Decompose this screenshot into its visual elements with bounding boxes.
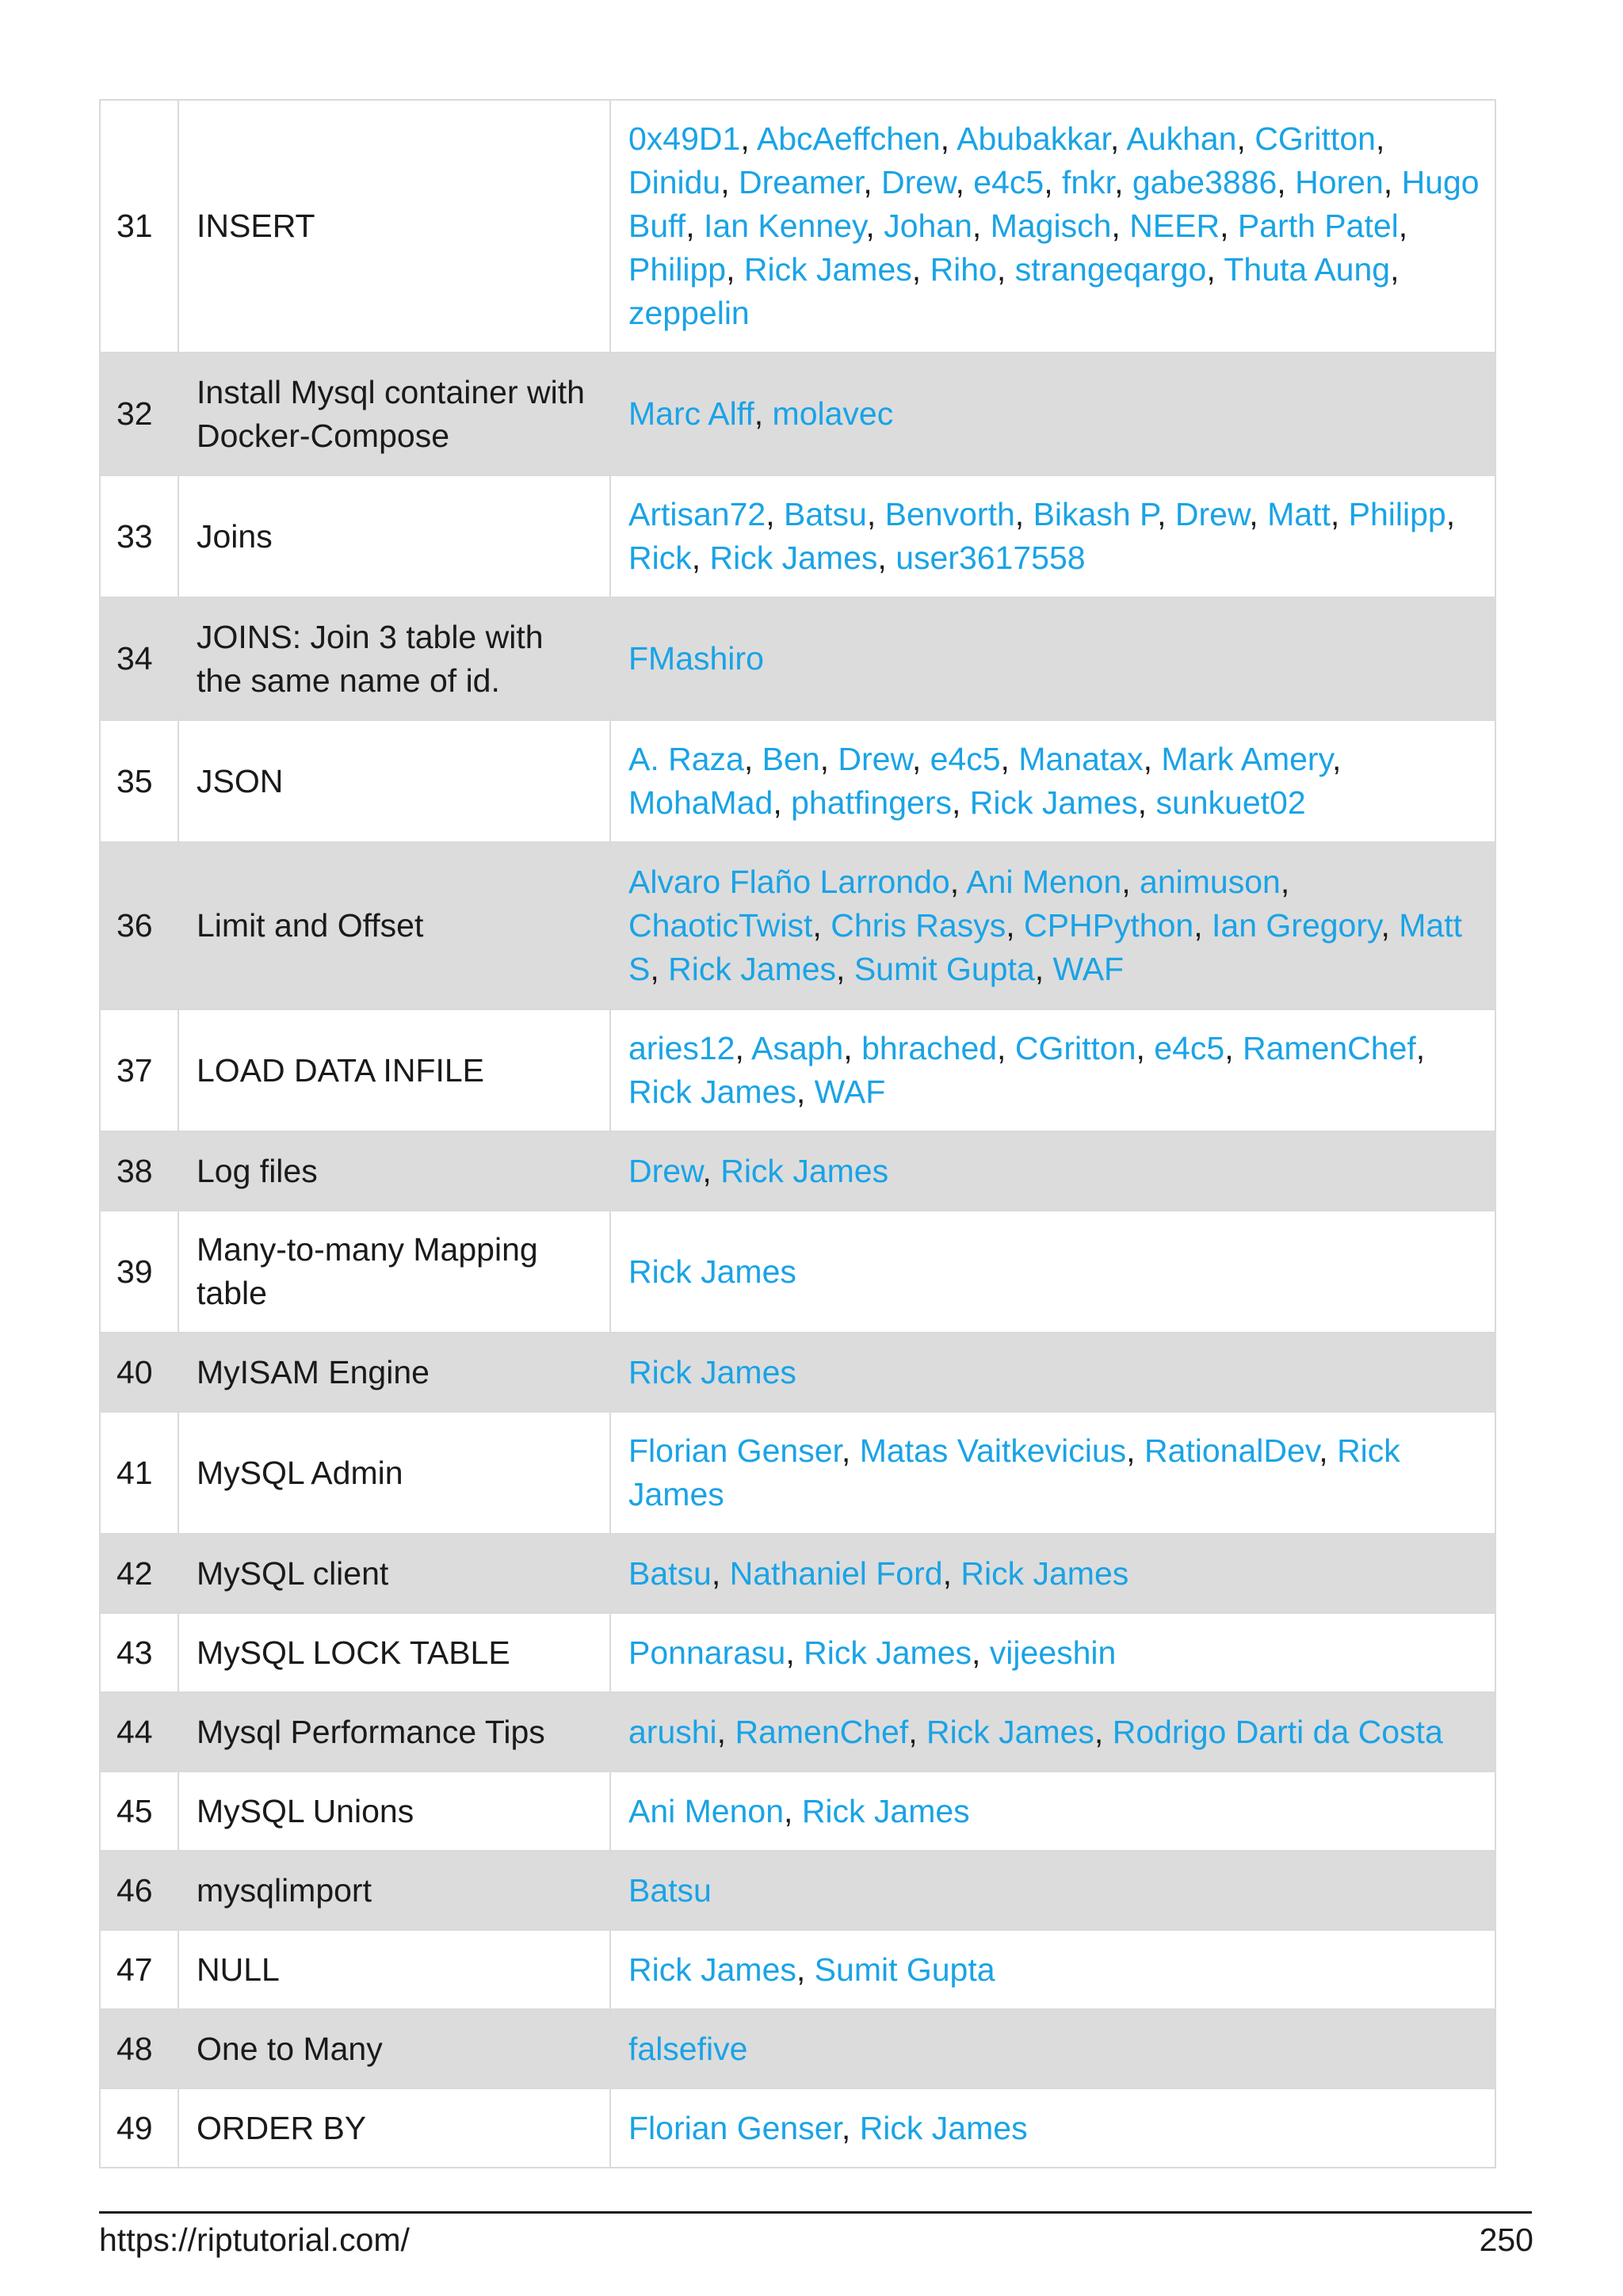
- contributor-link[interactable]: Rick James: [926, 1713, 1094, 1750]
- row-topic: One to Many: [178, 2009, 610, 2088]
- contributor-separator: ,: [1383, 164, 1402, 200]
- table-row: [100, 1412, 1495, 1534]
- contributor-link[interactable]: Matas Vaitkevicius: [859, 1432, 1127, 1469]
- contributor-link[interactable]: Hugo Buff: [628, 164, 1480, 244]
- contributor-separator: ,: [1381, 907, 1400, 944]
- contributor-separator: ,: [685, 208, 704, 244]
- contributor-link[interactable]: Rodrigo Darti da Costa: [1112, 1713, 1443, 1750]
- row-topic: Install Mysql container with Docker-Compose: [178, 353, 610, 475]
- contributor-separator: ,: [1220, 208, 1238, 244]
- contributor-link[interactable]: Rick: [628, 540, 692, 576]
- row-topic: JOINS: Join 3 table with the same name of id.: [178, 597, 610, 720]
- contributor-link[interactable]: Rick James: [709, 540, 878, 576]
- contributor-link[interactable]: Aukhan: [1126, 120, 1237, 157]
- contributor-link[interactable]: Florian Genser: [628, 2109, 842, 2146]
- contributor-separator: ,: [1319, 1432, 1338, 1469]
- contributor-separator: ,: [1280, 864, 1290, 900]
- contributor-separator: ,: [1114, 164, 1132, 200]
- row-number: 33: [100, 475, 178, 597]
- contributor-link[interactable]: WAF: [814, 1074, 886, 1110]
- row-contributors: [610, 1009, 1495, 1131]
- row-number: 37: [100, 1009, 178, 1131]
- contributor-link[interactable]: Rick James: [720, 1152, 889, 1189]
- contributor-link[interactable]: Johan: [884, 208, 972, 244]
- contributor-separator: ,: [754, 395, 773, 432]
- contributors-table-body: [100, 100, 1495, 2168]
- table-row: [100, 353, 1495, 475]
- contributor-link[interactable]: Dreamer: [739, 164, 864, 200]
- contributor-link[interactable]: aries12: [628, 1030, 735, 1066]
- contributor-link[interactable]: 0x49D1: [628, 120, 741, 157]
- contributor-separator: ,: [863, 164, 882, 200]
- contributor-link[interactable]: Chris Rasys: [831, 907, 1006, 944]
- contributor-separator: ,: [819, 741, 838, 777]
- table-row: [100, 100, 1495, 353]
- contributor-separator: ,: [773, 784, 792, 821]
- contributor-separator: ,: [702, 1152, 721, 1189]
- contributor-link[interactable]: Parth Patel: [1237, 208, 1399, 244]
- contributor-link[interactable]: Rick James: [628, 1353, 796, 1390]
- contributor-separator: ,: [1398, 208, 1408, 244]
- contributor-separator: ,: [1126, 1432, 1144, 1469]
- row-contributors: [610, 842, 1495, 1009]
- contributor-link[interactable]: Sumit Gupta: [854, 951, 1035, 987]
- row-number: 34: [100, 597, 178, 720]
- contributor-separator: ,: [784, 1792, 802, 1829]
- contributor-link[interactable]: Ian Kenney: [704, 208, 866, 244]
- contributor-link[interactable]: NEER: [1129, 208, 1220, 244]
- row-contributors: [610, 1692, 1495, 1772]
- row-topic: ORDER BY: [178, 2088, 610, 2168]
- row-topic: INSERT: [178, 100, 610, 353]
- row-contributors: [610, 2009, 1495, 2088]
- contributor-link[interactable]: Artisan72: [628, 496, 766, 532]
- contributor-separator: ,: [1109, 120, 1127, 157]
- row-number: 36: [100, 842, 178, 1009]
- contributor-separator: ,: [972, 1634, 990, 1671]
- row-number: 46: [100, 1851, 178, 1930]
- contributor-separator: ,: [1111, 208, 1130, 244]
- footer-page-number: 250: [1479, 2222, 1533, 2258]
- table-row: [100, 2088, 1495, 2168]
- contributor-link[interactable]: Rick James: [628, 1074, 796, 1110]
- contributor-separator: ,: [1224, 1030, 1243, 1066]
- table-row: [100, 1333, 1495, 1412]
- contributor-link[interactable]: falsefive: [628, 2030, 748, 2067]
- contributor-link[interactable]: RamenChef: [735, 1713, 909, 1750]
- row-topic: Limit and Offset: [178, 842, 610, 1009]
- contributor-link[interactable]: Batsu: [784, 496, 867, 532]
- table-row: [100, 1534, 1495, 1613]
- contributor-separator: ,: [1094, 1713, 1113, 1750]
- contributor-separator: ,: [1034, 951, 1053, 987]
- contributor-separator: ,: [908, 1713, 927, 1750]
- contributor-link[interactable]: Ponnarasu: [628, 1634, 786, 1671]
- contributor-link[interactable]: user3617558: [896, 540, 1086, 576]
- row-contributors: [610, 1412, 1495, 1534]
- contributor-link[interactable]: Rick James: [668, 951, 837, 987]
- table-row: [100, 1851, 1495, 1930]
- contributor-link[interactable]: vijeeshin: [989, 1634, 1117, 1671]
- contributor-link[interactable]: Magisch: [990, 208, 1112, 244]
- row-topic: Many-to-many Mapping table: [178, 1211, 610, 1333]
- contributor-link[interactable]: Riho: [930, 251, 997, 288]
- contributor-link[interactable]: Manatax: [1018, 741, 1144, 777]
- row-topic: MySQL LOCK TABLE: [178, 1613, 610, 1692]
- row-topic: JSON: [178, 720, 610, 842]
- row-topic: mysqlimport: [178, 1851, 610, 1930]
- row-number: 35: [100, 720, 178, 842]
- contributor-link[interactable]: Nathaniel Ford: [729, 1554, 943, 1592]
- contributor-link[interactable]: Marc Alff: [628, 395, 754, 432]
- contributor-link[interactable]: ChaoticTwist: [628, 907, 813, 944]
- contributor-separator: ,: [951, 784, 970, 821]
- row-topic: MySQL Admin: [178, 1412, 610, 1534]
- table-row: [100, 1211, 1495, 1333]
- contributor-link[interactable]: Rick James: [628, 1951, 796, 1988]
- contributor-link[interactable]: Rick James: [801, 1792, 970, 1829]
- contributor-separator: ,: [911, 251, 930, 288]
- row-topic: MyISAM Engine: [178, 1333, 610, 1412]
- contributor-link[interactable]: Matt: [1267, 496, 1331, 532]
- row-contributors: [610, 597, 1495, 720]
- contributor-link[interactable]: Drew: [881, 164, 956, 200]
- contributor-link[interactable]: e4c5: [930, 741, 1001, 777]
- contributor-link[interactable]: Mark Amery: [1161, 741, 1333, 777]
- contributor-separator: ,: [796, 1074, 815, 1110]
- contributor-separator: ,: [836, 951, 854, 987]
- contributor-separator: ,: [766, 496, 785, 532]
- contributor-link[interactable]: Horen: [1295, 164, 1384, 200]
- contributor-separator: ,: [942, 1554, 961, 1592]
- row-contributors: [610, 475, 1495, 597]
- footer-rule: [99, 2211, 1532, 2214]
- contributor-separator: ,: [865, 208, 884, 244]
- contributor-link[interactable]: AbcAeffchen: [756, 120, 941, 157]
- table-row: [100, 1009, 1495, 1131]
- contributor-link[interactable]: Ani Menon: [628, 1792, 785, 1829]
- contributor-link[interactable]: CPHPython: [1024, 907, 1194, 944]
- table-row: [100, 1692, 1495, 1772]
- contributor-link[interactable]: Alvaro Flaño Larrondo: [628, 864, 950, 900]
- contributor-separator: ,: [1375, 120, 1385, 157]
- row-number: 49: [100, 2088, 178, 2168]
- table-row: [100, 1930, 1495, 2009]
- table-row: [100, 475, 1495, 597]
- contributor-separator: ,: [740, 120, 757, 157]
- table-row: [100, 1613, 1495, 1692]
- row-number: 48: [100, 2009, 178, 2088]
- contributor-link[interactable]: Rick James: [628, 1253, 796, 1290]
- row-contributors: [610, 1772, 1495, 1851]
- contributor-separator: ,: [841, 2109, 860, 2146]
- contributor-link[interactable]: sunkuet02: [1155, 784, 1306, 821]
- contributor-link[interactable]: CGritton: [1014, 1030, 1136, 1066]
- table-row: [100, 597, 1495, 720]
- contributor-link[interactable]: Drew: [838, 741, 912, 777]
- contributor-link[interactable]: WAF: [1052, 951, 1125, 987]
- contributor-separator: ,: [1332, 741, 1342, 777]
- row-contributors: [610, 1211, 1495, 1333]
- contributor-link[interactable]: phatfingers: [791, 784, 952, 821]
- row-topic: NULL: [178, 1930, 610, 2009]
- contributor-separator: ,: [1014, 496, 1033, 532]
- contributor-link[interactable]: Florian Genser: [628, 1432, 842, 1469]
- footer-url-link[interactable]: https://riptutorial.com/: [99, 2222, 410, 2258]
- contributor-separator: ,: [796, 1951, 815, 1988]
- contributor-separator: ,: [949, 864, 967, 900]
- contributor-link[interactable]: A. Raza: [628, 741, 744, 777]
- contributor-link[interactable]: Drew: [628, 1152, 703, 1189]
- row-contributors: [610, 1333, 1495, 1412]
- contributor-separator: ,: [1193, 907, 1212, 944]
- contributor-link[interactable]: Matt S: [628, 907, 1463, 987]
- contributor-link[interactable]: RamenChef: [1243, 1030, 1416, 1066]
- contributor-separator: ,: [841, 1432, 860, 1469]
- contributor-link[interactable]: Abubakkar: [957, 120, 1110, 157]
- contributor-separator: ,: [866, 496, 885, 532]
- contributor-link[interactable]: gabe3886: [1132, 164, 1277, 200]
- row-number: 42: [100, 1534, 178, 1613]
- contributor-separator: ,: [735, 1030, 752, 1066]
- contributor-separator: ,: [650, 951, 669, 987]
- contributor-link[interactable]: Rick James: [969, 784, 1138, 821]
- row-contributors: [610, 1613, 1495, 1692]
- contributor-link[interactable]: RationalDev: [1144, 1432, 1319, 1469]
- row-contributors: [610, 2088, 1495, 2168]
- row-contributors: [610, 720, 1495, 842]
- contributor-separator: ,: [955, 164, 974, 200]
- row-topic: MySQL client: [178, 1534, 610, 1613]
- contributor-separator: ,: [997, 1030, 1015, 1066]
- contributor-separator: ,: [1277, 164, 1296, 200]
- contributor-link[interactable]: Ani Menon: [966, 864, 1122, 900]
- table-row: [100, 1131, 1495, 1211]
- contributor-link[interactable]: Ian Gregory: [1212, 907, 1381, 944]
- contributor-link[interactable]: Ben: [762, 741, 820, 777]
- contributor-separator: ,: [812, 907, 831, 944]
- contributor-link[interactable]: Drew: [1174, 496, 1250, 532]
- contributor-link[interactable]: Rick James: [743, 251, 912, 288]
- contributor-separator: ,: [1390, 251, 1400, 288]
- row-topic: Joins: [178, 475, 610, 597]
- row-number: 32: [100, 353, 178, 475]
- row-contributors: [610, 1131, 1495, 1211]
- contributor-separator: ,: [711, 1554, 730, 1592]
- contributor-separator: ,: [1006, 907, 1024, 944]
- contributor-separator: ,: [940, 120, 957, 157]
- row-topic: LOAD DATA INFILE: [178, 1009, 610, 1131]
- contributor-separator: ,: [1206, 251, 1224, 288]
- contributor-link[interactable]: molavec: [772, 395, 894, 432]
- contributor-separator: ,: [743, 741, 762, 777]
- contributor-separator: ,: [1157, 496, 1175, 532]
- contributor-separator: ,: [726, 251, 744, 288]
- contributors-table: [99, 99, 1496, 2168]
- contributor-separator: ,: [843, 1030, 862, 1066]
- contributor-separator: ,: [1143, 741, 1162, 777]
- contributor-link[interactable]: arushi: [628, 1713, 717, 1750]
- contributor-separator: ,: [1445, 496, 1456, 532]
- row-contributors: [610, 100, 1495, 353]
- contributor-link[interactable]: fnkr: [1061, 164, 1115, 200]
- row-number: 31: [100, 100, 178, 353]
- contributor-separator: ,: [1415, 1030, 1426, 1066]
- contributor-link[interactable]: Rick James: [859, 2109, 1028, 2146]
- table-row: [100, 2009, 1495, 2088]
- contributor-separator: ,: [691, 540, 710, 576]
- contributor-link[interactable]: zeppelin: [628, 295, 750, 331]
- contributor-link[interactable]: Asaph: [751, 1030, 844, 1066]
- contributor-link[interactable]: animuson: [1140, 864, 1281, 900]
- row-topic: MySQL Unions: [178, 1772, 610, 1851]
- contributor-separator: ,: [1000, 741, 1019, 777]
- contributor-link[interactable]: Bikash P: [1033, 496, 1158, 532]
- row-contributors: [610, 1851, 1495, 1930]
- contributor-separator: ,: [1249, 496, 1268, 532]
- contributor-link[interactable]: MohaMad: [628, 784, 773, 821]
- contributor-link[interactable]: e4c5: [973, 164, 1044, 200]
- row-number: 45: [100, 1772, 178, 1851]
- contributor-link[interactable]: Dinidu: [628, 164, 721, 200]
- contributor-separator: ,: [1121, 864, 1140, 900]
- table-row: [100, 842, 1495, 1009]
- contributor-link[interactable]: FMashiro: [628, 640, 764, 677]
- contributor-link[interactable]: Rick James: [628, 1432, 1400, 1512]
- contributor-separator: ,: [1236, 120, 1255, 157]
- contributor-separator: ,: [1330, 496, 1349, 532]
- row-number: 43: [100, 1613, 178, 1692]
- contributor-link[interactable]: Rick James: [960, 1554, 1129, 1592]
- contributor-link[interactable]: Benvorth: [884, 496, 1015, 532]
- row-contributors: [610, 1534, 1495, 1613]
- row-number: 47: [100, 1930, 178, 2009]
- contributor-link[interactable]: Batsu: [628, 1871, 712, 1909]
- contributor-separator: ,: [1136, 1030, 1155, 1066]
- row-number: 41: [100, 1412, 178, 1534]
- contributor-link[interactable]: e4c5: [1154, 1030, 1225, 1066]
- contributor-separator: ,: [877, 540, 896, 576]
- contributor-separator: ,: [785, 1634, 804, 1671]
- contributor-separator: ,: [972, 208, 991, 244]
- row-number: 38: [100, 1131, 178, 1211]
- contributor-separator: ,: [716, 1713, 735, 1750]
- row-number: 39: [100, 1211, 178, 1333]
- row-number: 44: [100, 1692, 178, 1772]
- contributor-link[interactable]: strangeqargo: [1014, 251, 1207, 288]
- contributor-separator: ,: [1044, 164, 1062, 200]
- contributor-link[interactable]: Batsu: [628, 1554, 712, 1592]
- table-row: [100, 1772, 1495, 1851]
- contributor-separator: ,: [1137, 784, 1156, 821]
- contributor-link[interactable]: Sumit Gupta: [814, 1951, 995, 1988]
- contributor-link[interactable]: Philipp: [1348, 496, 1446, 532]
- contributor-link[interactable]: bhrached: [861, 1030, 998, 1066]
- row-contributors: [610, 1930, 1495, 2009]
- contributor-link[interactable]: CGritton: [1254, 120, 1376, 157]
- contributor-link[interactable]: Thuta Aung: [1224, 251, 1391, 288]
- contributors-table-container: [99, 99, 1495, 2168]
- contributor-link[interactable]: Philipp: [628, 251, 727, 288]
- contributor-separator: ,: [720, 164, 739, 200]
- contributor-separator: ,: [911, 741, 930, 777]
- row-contributors: [610, 353, 1495, 475]
- contributor-separator: ,: [996, 251, 1015, 288]
- table-row: [100, 720, 1495, 842]
- row-number: 40: [100, 1333, 178, 1412]
- row-topic: Log files: [178, 1131, 610, 1211]
- contributor-link[interactable]: Rick James: [804, 1634, 972, 1671]
- row-topic: Mysql Performance Tips: [178, 1692, 610, 1772]
